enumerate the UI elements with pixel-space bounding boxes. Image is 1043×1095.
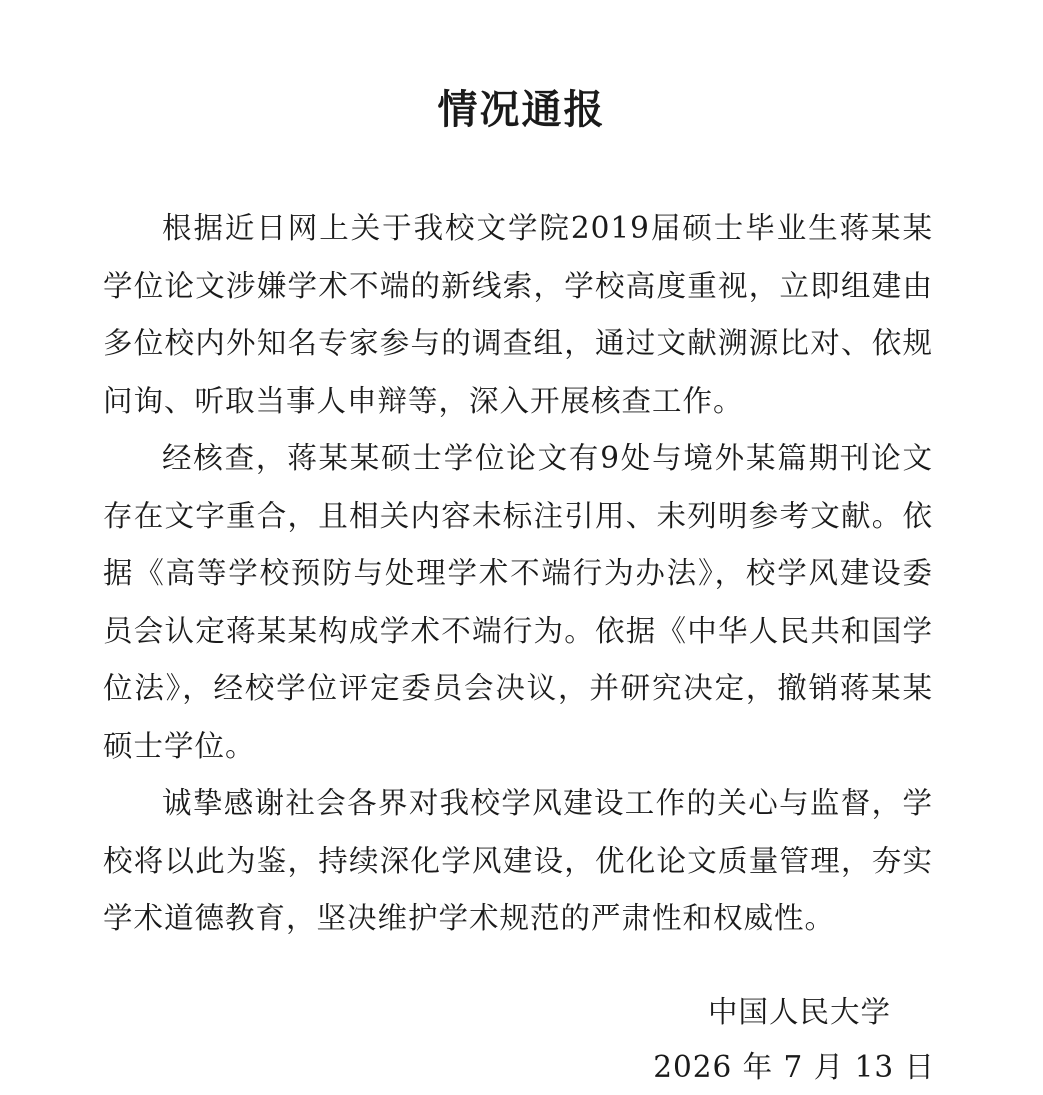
signature-organization: 中国人民大学: [707, 995, 891, 1029]
signature-block: [0, 985, 935, 1095]
paragraph-2: 经核查，蒋某某硕士学位论文有9处与境外某篇期刊论文存在文字重合，且相关内容未标注引用、未列明参考文献。依据《高等学校预防与处理学术不端行为办法》，校学风建设委员会认定蒋某某构成学术不端行为。依据《中华人民共和国学位法》，经校学位评定委员会决议，并研究决定，撤销蒋某某硕士学位。: [103, 441, 933, 763]
notice-title: 情况通报: [437, 86, 606, 133]
paragraph-1: 根据近日网上关于我校文学院2019届硕士毕业生蒋某某学位论文涉嫌学术不端的新线索，学校高度重视，立即组建由多位校内外知名专家参与的调查组，通过文献溯源比对、依规问询、听取当事人申辩等，深入开展核查工作。: [103, 211, 933, 418]
notice-body: [103, 200, 933, 948]
paragraph-3: 诚挚感谢社会各界对我校学风建设工作的关心与监督，学校将以此为鉴，持续深化学风建设，优化论文质量管理，夯实学术道德教育，坚决维护学术规范的严肃性和权威性。: [103, 786, 933, 935]
signature-date: 2026 年 7 月 13 日: [653, 1050, 935, 1084]
